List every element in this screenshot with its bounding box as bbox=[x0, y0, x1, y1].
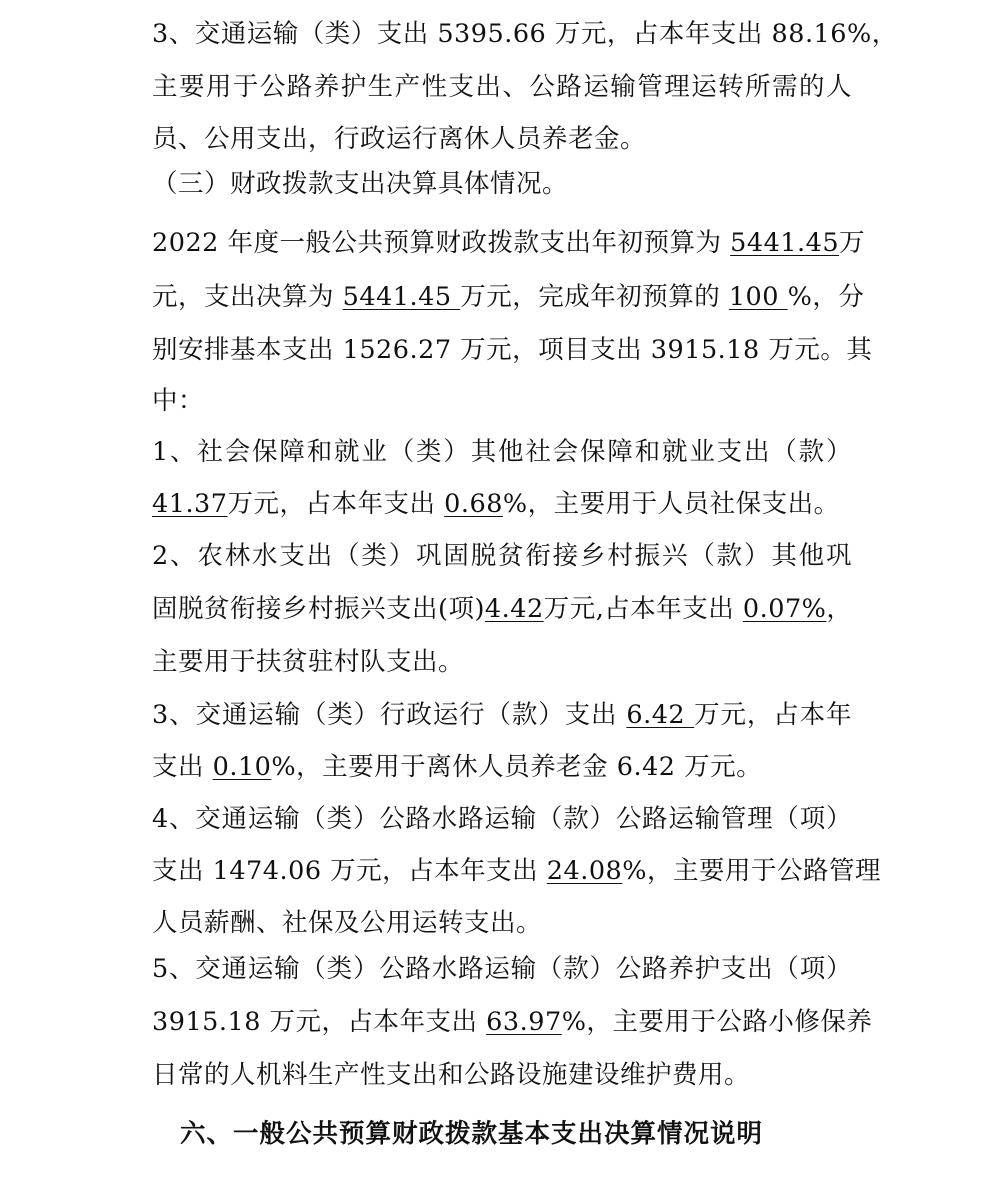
text: 万 bbox=[839, 228, 866, 258]
item2-line-3: 主要用于扶贫驻村队支出。 bbox=[152, 647, 465, 677]
item4-line-3: 人员薪酬、社保及公用运转支出。 bbox=[152, 908, 543, 938]
text: 2022 年度一般公共预算财政拨款支出年初预算为 bbox=[152, 228, 722, 258]
item1-amount: 41.37 bbox=[152, 489, 228, 519]
text: ， bbox=[826, 594, 853, 624]
completion-rate: 100 bbox=[728, 282, 788, 312]
text: %，分 bbox=[787, 282, 865, 312]
p2-line-1 bbox=[152, 228, 866, 258]
section-heading: 六、一般公共预算财政拨款基本支出决算情况说明 bbox=[180, 1119, 764, 1149]
p1-line-1: 3、交通运输（类）支出 5395.66 万元，占本年支出 88.16%， bbox=[152, 19, 898, 49]
final-amount: 5441.45 bbox=[342, 282, 461, 312]
item1-percent: 0.68 bbox=[444, 489, 503, 519]
p2-line-2 bbox=[152, 282, 865, 312]
text: 3915.18 万元，占本年支出 bbox=[152, 1007, 478, 1037]
text: %，主要用于人员社保支出。 bbox=[502, 489, 840, 519]
text: %，主要用于离休人员养老金 6.42 万元。 bbox=[271, 752, 763, 782]
text: 固脱贫衔接乡村振兴支出(项) bbox=[152, 594, 485, 624]
item1-line-1: 1、社会保障和就业（类）其他社会保障和就业支出（款） bbox=[152, 437, 852, 467]
item3-line-1 bbox=[152, 700, 852, 730]
item5-percent: 63.97 bbox=[486, 1007, 562, 1037]
item2-amount: 4.42 bbox=[484, 594, 544, 624]
section-title: （三）财政拨款支出决算具体情况。 bbox=[152, 169, 569, 199]
text: 3、交通运输（类）行政运行（款）支出 bbox=[152, 700, 618, 730]
p1-line-2: 主要用于公路养护生产性支出、公路运输管理运转所需的人 bbox=[152, 72, 852, 102]
item3-amount: 6.42 bbox=[626, 700, 695, 730]
item5-line-2 bbox=[152, 1007, 873, 1037]
item2-percent: 0.07% bbox=[742, 594, 827, 624]
item5-line-3: 日常的人机料生产性支出和公路设施建设维护费用。 bbox=[152, 1060, 751, 1090]
text: 支出 1474.06 万元，占本年支出 bbox=[152, 856, 539, 886]
item3-percent: 0.10 bbox=[212, 752, 272, 782]
text: 万元，占本年 bbox=[694, 700, 852, 730]
item2-line-2 bbox=[152, 594, 853, 624]
item2-line-1: 2、农林水支出（类）巩固脱贫衔接乡村振兴（款）其他巩 bbox=[152, 541, 852, 571]
p1-line-3: 员、公用支出，行政运行离休人员养老金。 bbox=[152, 124, 647, 154]
item4-line-2 bbox=[152, 856, 882, 886]
text: 万元,占本年支出 bbox=[543, 594, 735, 624]
budget-amount: 5441.45 bbox=[730, 228, 840, 258]
item5-line-1: 5、交通运输（类）公路水路运输（款）公路养护支出（项） bbox=[152, 954, 852, 984]
p2-line-3: 别安排基本支出 1526.27 万元，项目支出 3915.18 万元。其 bbox=[152, 335, 873, 365]
item4-line-1: 4、交通运输（类）公路水路运输（款）公路运输管理（项） bbox=[152, 804, 852, 834]
item4-percent: 24.08 bbox=[546, 856, 623, 886]
text: %，主要用于公路管理 bbox=[622, 856, 882, 886]
item3-line-2 bbox=[152, 752, 852, 782]
p2-line-4: 中： bbox=[152, 386, 205, 416]
text: 万元，占本年支出 bbox=[227, 489, 436, 519]
text: %，主要用于公路小修保养 bbox=[561, 1007, 873, 1037]
text: 支出 bbox=[152, 752, 205, 782]
item1-line-2 bbox=[152, 489, 852, 519]
text: 元，支出决算为 bbox=[152, 282, 335, 312]
text: 万元，完成年初预算的 bbox=[460, 282, 721, 312]
